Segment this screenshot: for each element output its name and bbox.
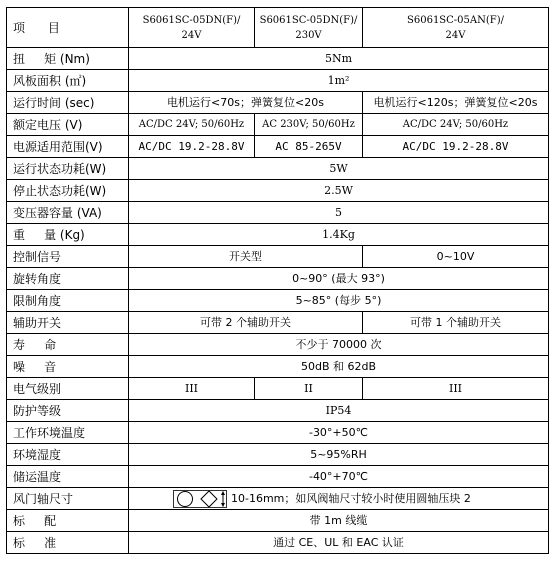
label-aux-switch: 辅助开关 xyxy=(7,312,129,334)
value-torque: 5Nm xyxy=(129,48,549,70)
row-run-time xyxy=(7,92,549,114)
label-weight: 重 量 (Kg) xyxy=(7,224,129,246)
value-elec-class-3: III xyxy=(363,378,549,400)
value-weight: 1.4Kg xyxy=(129,224,549,246)
value-rated-voltage-1: AC/DC 24V; 50/60Hz xyxy=(129,114,255,136)
value-limit: 5~85° (每步 5°) xyxy=(129,290,549,312)
model-2-text: S6061SC-05DN(F)/ 230V xyxy=(259,14,358,41)
shaft-diagram xyxy=(173,489,229,509)
label-life: 寿 命 xyxy=(7,334,129,356)
value-stop-power: 2.5W xyxy=(129,180,549,202)
header-label: 项 目 xyxy=(7,8,129,48)
model-3-text: S6061SC-05AN(F)/ 24V xyxy=(407,14,504,41)
label-run-time: 运行时间 (sec) xyxy=(7,92,129,114)
row-protection xyxy=(7,400,549,422)
row-rotation xyxy=(7,268,549,290)
round-shaft-icon xyxy=(178,491,193,506)
model-1 xyxy=(129,8,255,48)
spec-table xyxy=(6,7,549,554)
row-voltage-range xyxy=(7,136,549,158)
value-humidity: 5~95%RH xyxy=(129,444,549,466)
label-humidity: 环境湿度 xyxy=(7,444,129,466)
value-transformer: 5 xyxy=(129,202,549,224)
value-accessory: 带 1m 线缆 xyxy=(129,510,549,532)
value-voltage-range-1: AC/DC 19.2-28.8V xyxy=(129,136,255,158)
label-storage-temp: 储运温度 xyxy=(7,466,129,488)
row-limit xyxy=(7,290,549,312)
value-rotation: 0~90° (最大 93°) xyxy=(129,268,549,290)
row-run-power xyxy=(7,158,549,180)
value-standard: 通过 CE、UL 和 EAC 认证 xyxy=(129,532,549,554)
value-rated-voltage-2: AC 230V; 50/60Hz xyxy=(255,114,363,136)
label-control: 控制信号 xyxy=(7,246,129,268)
shaft-size-group xyxy=(133,489,544,509)
label-noise: 噪 音 xyxy=(7,356,129,378)
value-rated-voltage-3: AC/DC 24V; 50/60Hz xyxy=(363,114,549,136)
model-3 xyxy=(363,8,549,48)
label-rated-voltage: 额定电压 (V) xyxy=(7,114,129,136)
value-run-time-3: 电机运行<120s；弹簧复位<20s xyxy=(363,92,549,114)
dimension-arrow-icon xyxy=(221,491,225,507)
row-standard xyxy=(7,532,549,554)
value-run-time-12: 电机运行<70s；弹簧复位<20s xyxy=(129,92,363,114)
row-storage-temp xyxy=(7,466,549,488)
value-work-temp: -30°+50℃ xyxy=(129,422,549,444)
label-transformer: 变压器容量 (VA) xyxy=(7,202,129,224)
row-noise xyxy=(7,356,549,378)
value-run-power: 5W xyxy=(129,158,549,180)
label-elec-class: 电气级别 xyxy=(7,378,129,400)
label-standard: 标 准 xyxy=(7,532,129,554)
label-rotation: 旋转角度 xyxy=(7,268,129,290)
label-shaft: 风门轴尺寸 xyxy=(7,488,129,510)
value-voltage-range-3: AC/DC 19.2-28.8V xyxy=(363,136,549,158)
row-transformer xyxy=(7,202,549,224)
model-1-text: S6061SC-05DN(F)/ 24V xyxy=(142,14,241,41)
value-storage-temp: -40°+70℃ xyxy=(129,466,549,488)
row-accessory xyxy=(7,510,549,532)
value-voltage-range-2: AC 85-265V xyxy=(255,136,363,158)
row-stop-power xyxy=(7,180,549,202)
value-damper-area: 1m² xyxy=(129,70,549,92)
row-work-temp xyxy=(7,422,549,444)
header-row xyxy=(7,8,549,48)
row-control xyxy=(7,246,549,268)
value-control-12: 开关型 xyxy=(129,246,363,268)
row-damper-area xyxy=(7,70,549,92)
label-stop-power: 停止状态功耗(W) xyxy=(7,180,129,202)
label-protection: 防护等级 xyxy=(7,400,129,422)
label-limit: 限制角度 xyxy=(7,290,129,312)
value-control-3: 0~10V xyxy=(363,246,549,268)
value-elec-class-1: III xyxy=(129,378,255,400)
row-weight xyxy=(7,224,549,246)
row-shaft xyxy=(7,488,549,510)
row-rated-voltage xyxy=(7,114,549,136)
model-2 xyxy=(255,8,363,48)
row-aux-switch xyxy=(7,312,549,334)
label-voltage-range: 电源适用范围(V) xyxy=(7,136,129,158)
value-aux-switch-3: 可带 1 个辅助开关 xyxy=(363,312,549,334)
shaft-frame xyxy=(174,490,227,507)
value-elec-class-2: II xyxy=(255,378,363,400)
label-torque: 扭 矩 (Nm) xyxy=(7,48,129,70)
label-work-temp: 工作环境温度 xyxy=(7,422,129,444)
value-protection: IP54 xyxy=(129,400,549,422)
row-humidity xyxy=(7,444,549,466)
label-accessory: 标 配 xyxy=(7,510,129,532)
label-run-power: 运行状态功耗(W) xyxy=(7,158,129,180)
row-torque xyxy=(7,48,549,70)
square-shaft-icon xyxy=(201,491,217,507)
value-aux-switch-12: 可带 2 个辅助开关 xyxy=(129,312,363,334)
row-life xyxy=(7,334,549,356)
label-damper-area: 风板面积 (㎡) xyxy=(7,70,129,92)
value-noise: 50dB 和 62dB xyxy=(129,356,549,378)
shaft-size-text: 10-16mm；如风阀轴尺寸较小时使用圆轴压块 2 xyxy=(231,491,471,505)
value-life: 不少于 70000 次 xyxy=(129,334,549,356)
value-shaft xyxy=(129,488,549,510)
row-elec-class xyxy=(7,378,549,400)
